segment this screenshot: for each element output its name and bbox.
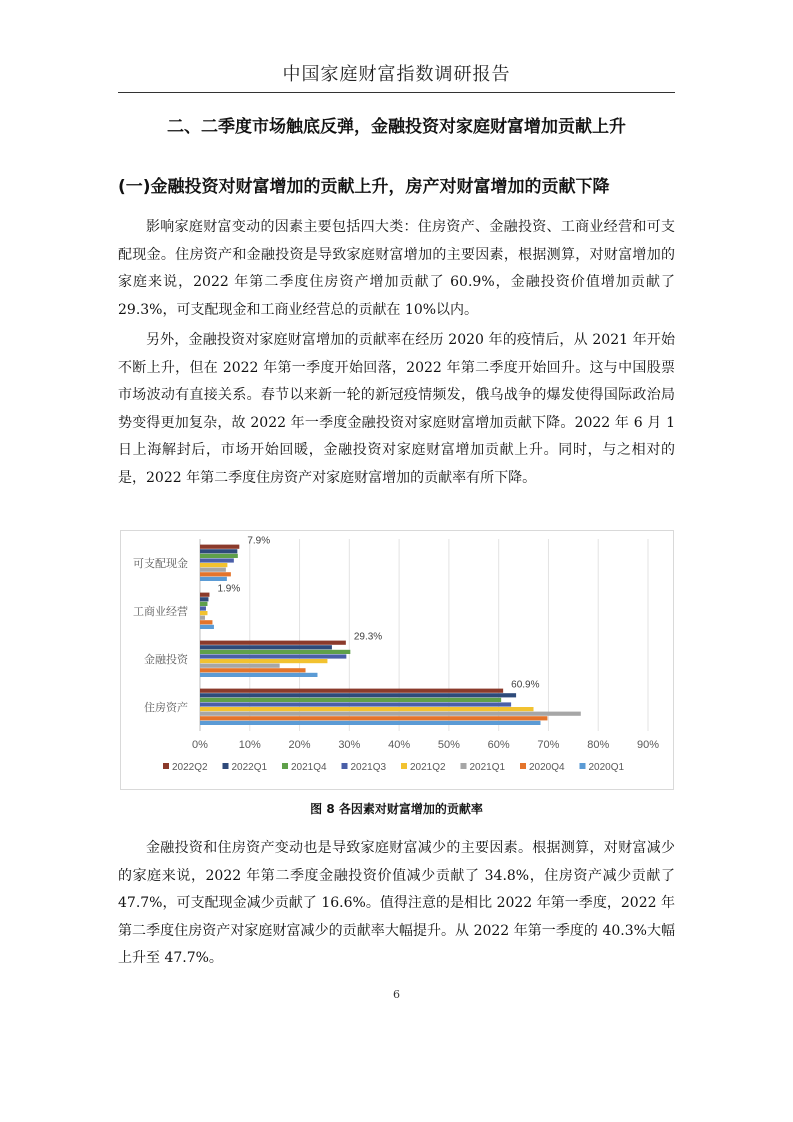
legend-label: 2022Q1 — [231, 762, 268, 773]
header-rule — [118, 92, 675, 93]
paragraph-2: 另外，金融投资对家庭财富增加的贡献率在经历 2020 年的疫情后，从 2021 年开始不断上升，但在 2022 年第一季度开始回落，2022 年第二季度开始回升。这与中国股票市场波动有直接关系。春节以来新一轮的新冠疫情频发，俄乌战争的爆发使得国际政治局势变得更加复杂，故 2022 年一季度金融投资对家庭财富增加贡献下降。2022 年 6 月 1 日上海解封后，市场开始回暖，金融投资对家庭财富增加贡献上升。同时，与之相对的是，2022 年第二季度住房资产对家庭财富增加的贡献率有所下降。 — [118, 332, 675, 486]
bar-2021Q2-1 — [200, 611, 207, 615]
bar-2020Q4-3 — [200, 716, 547, 720]
legend-swatch-2022Q1 — [223, 763, 229, 769]
x-tick-label: 70% — [537, 739, 560, 751]
bar-2021Q4-2 — [200, 650, 350, 654]
category-label: 金融投资 — [144, 653, 188, 666]
bar-2020Q4-0 — [200, 572, 231, 576]
bar-2022Q1-0 — [200, 549, 237, 553]
x-tick-label: 20% — [288, 739, 311, 751]
x-tick-label: 10% — [238, 739, 261, 751]
chart-container — [120, 530, 674, 790]
bar-2020Q1-3 — [200, 721, 540, 725]
legend-label: 2022Q2 — [172, 762, 208, 773]
legend-label: 2021Q1 — [469, 762, 506, 773]
bar-2020Q1-0 — [200, 577, 227, 581]
legend-label: 2021Q4 — [291, 762, 327, 773]
x-tick-label: 90% — [636, 739, 660, 751]
data-label: 60.9% — [511, 679, 540, 691]
bar-2021Q3-3 — [200, 702, 511, 706]
legend-label: 2021Q3 — [350, 762, 387, 773]
x-tick-label: 40% — [388, 739, 411, 751]
bar-2022Q1-3 — [200, 693, 516, 697]
data-label: 29.3% — [353, 631, 383, 643]
legend-swatch-2020Q4 — [520, 763, 526, 769]
bar-2022Q1-1 — [200, 597, 208, 601]
page-number: 6 — [393, 988, 400, 1001]
bar-2021Q2-2 — [200, 659, 327, 663]
bar-2022Q2-0 — [200, 545, 239, 549]
category-label: 住房资产 — [144, 701, 188, 714]
bar-2021Q3-1 — [200, 606, 206, 610]
x-tick-label: 0% — [192, 739, 208, 751]
figure-caption: 图 8 各因素对财富增加的贡献率 — [310, 802, 483, 816]
legend-swatch-2021Q4 — [282, 763, 288, 769]
x-tick-label: 30% — [338, 739, 361, 751]
paragraph-3: 金融投资和住房资产变动也是导致家庭财富减少的主要因素。根据测算，对财富减少的家庭来说，2022 年第二季度金融投资价值减少贡献了 34.8%，住房资产减少贡献了 47.7%，可支配现金减少贡献了 16.6%。值得注意的是相比 2022 年第一季度，2022 年第二季度住房资产对家庭财富减少的贡献率大幅提升。从 2022 年第一季度的 40.3%大幅上升至 47.7%。 — [118, 840, 675, 966]
bar-2021Q3-2 — [200, 654, 346, 658]
legend-label: 2020Q1 — [588, 762, 625, 773]
bar-2022Q2-1 — [200, 593, 209, 597]
bar-2021Q4-0 — [200, 554, 238, 558]
legend-swatch-2021Q2 — [401, 763, 407, 769]
bar-2020Q4-1 — [200, 620, 212, 624]
bar-2020Q1-2 — [200, 673, 317, 677]
subsection-title: (一)金融投资对财富增加的贡献上升，房产对财富增加的贡献下降 — [118, 177, 610, 197]
legend-label: 2021Q2 — [410, 762, 446, 773]
bar-2021Q1-0 — [200, 568, 226, 572]
legend-swatch-2020Q1 — [580, 763, 586, 769]
bar-2022Q2-3 — [200, 689, 503, 693]
x-tick-label: 80% — [587, 739, 610, 751]
bar-2021Q1-2 — [200, 664, 280, 668]
legend-label: 2020Q4 — [529, 762, 565, 773]
data-label: 1.9% — [217, 583, 241, 595]
data-label: 7.9% — [247, 535, 271, 547]
category-label: 工商业经营 — [133, 605, 188, 618]
bar-2022Q2-2 — [200, 641, 346, 645]
bar-2021Q1-1 — [200, 616, 205, 620]
bar-2021Q4-3 — [200, 698, 501, 702]
bar-2020Q1-1 — [200, 625, 214, 629]
bar-2022Q1-2 — [200, 645, 332, 649]
bar-2021Q2-3 — [200, 707, 534, 711]
section-title: 二、二季度市场触底反弹，金融投资对家庭财富增加贡献上升 — [167, 117, 626, 137]
legend-swatch-2022Q2 — [163, 763, 169, 769]
bar-2021Q3-0 — [200, 558, 234, 562]
bar-2021Q4-1 — [200, 602, 207, 606]
legend-swatch-2021Q3 — [342, 763, 348, 769]
bar-2021Q1-3 — [200, 712, 581, 716]
contribution-bar-chart — [121, 531, 673, 789]
page-header: 中国家庭财富指数调研报告 — [282, 64, 511, 85]
bar-2020Q4-2 — [200, 668, 306, 672]
legend-swatch-2021Q1 — [461, 763, 467, 769]
x-tick-label: 50% — [437, 739, 460, 751]
x-tick-label: 60% — [487, 739, 510, 751]
paragraph-1: 影响家庭财富变动的因素主要包括四大类：住房资产、金融投资、工商业经营和可支配现金。住房资产和金融投资是导致家庭财富增加的主要因素，根据测算，对财富增加的家庭来说，2022 年第二季度住房资产增加贡献了 60.9%，金融投资价值增加贡献了 29.3%，可支配现金和工商业经营总的贡献在 10%以内。 — [118, 219, 675, 318]
bar-2021Q2-0 — [200, 563, 227, 567]
category-label: 可支配现金 — [133, 557, 188, 570]
